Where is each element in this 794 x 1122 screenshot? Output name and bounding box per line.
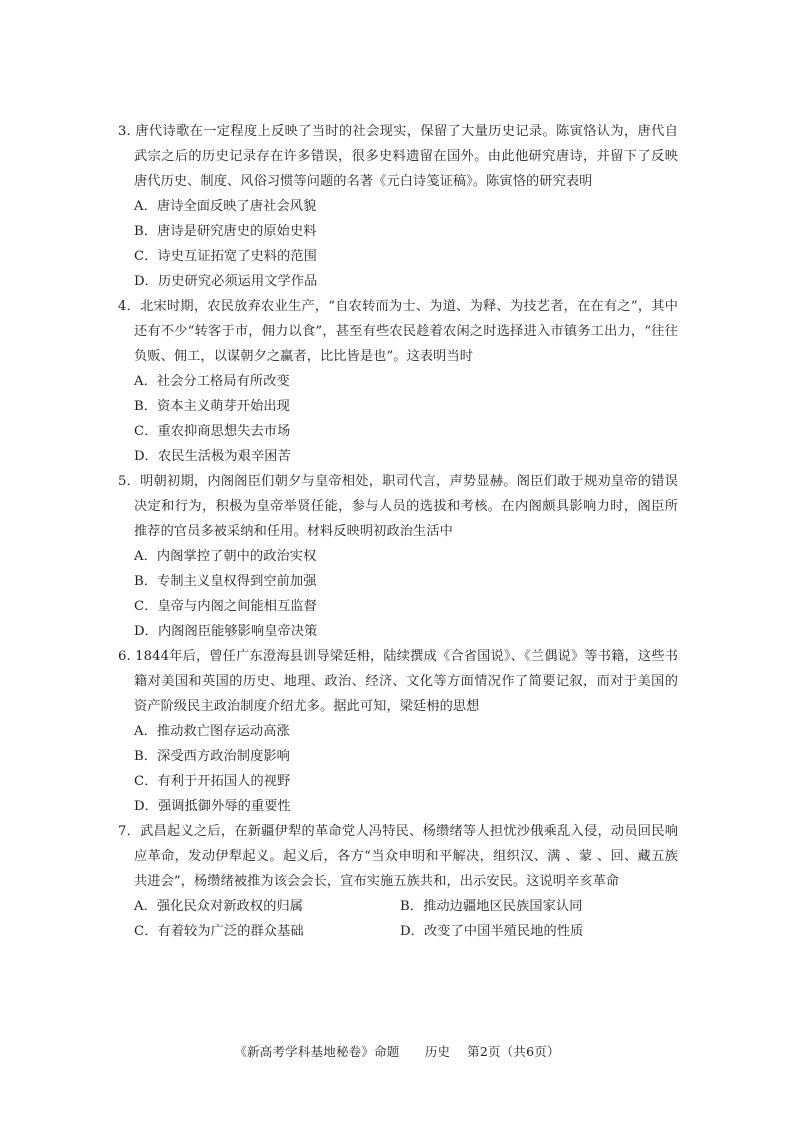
page-footer: 《新高考学科基地秘卷》命题 历史 第2页（共6页） (234, 1044, 560, 1059)
question-stem: 4．北宋时期，农民放弃农业生产，“自农转而为士、为道、为释、为技艺者，在在有之”，其中还有不少“转客于市，佣力以食”，甚至有些农民趁着农闲之时选择进入市镇务工出力，“往往负贩、佣工，以谋朝夕之赢者，比比皆是也”。这表明当时 (118, 299, 678, 364)
option-c: C．皇帝与内阁之间能相互监督 (134, 599, 317, 614)
option-list (118, 544, 678, 644)
question-stem: 3. 唐代诗歌在一定程度上反映了当时的社会现实，保留了大量历史记录。陈寅恪认为，唐代自武宗之后的历史记录存在许多错误，很多史料遗留在国外。由此他研究唐诗，并留下了反映唐代历史、制度、风俗习惯等问题的名著《元白诗笺证稿》。陈寅恪的研究表明 (118, 124, 678, 189)
option-d: D．内阁阁臣能够影响皇帝决策 (134, 624, 318, 639)
question-stem: 6. 1844年后，曾任广东澄海县训导梁廷枏，陆续撰成《合省国说》、《兰偶说》等书籍，这些书籍对美国和英国的历史、地理、政治、经济、文化等方面情况作了简要记叙，而对于美国的资产阶级民主政治制度介绍尤多。据此可知，梁廷枏的思想 (118, 649, 678, 714)
option-c: C．诗史互证拓宽了史料的范围 (134, 249, 317, 264)
option-b: B．唐诗是研究唐史的原始史料 (134, 224, 317, 239)
question-6 (118, 644, 678, 819)
option-c: C．重农抑商思想失去市场 (134, 424, 291, 439)
option-c: C．有着较为广泛的群众基础 (134, 924, 304, 939)
option-b: B．资本主义萌芽开始出现 (134, 399, 290, 414)
question-5 (118, 469, 678, 644)
option-b: B．推动边疆地区民族国家认同 (400, 899, 583, 914)
option-list (118, 369, 678, 469)
option-b: B．专制主义皇权得到空前加强 (134, 574, 317, 589)
option-d: D．改变了中国半殖民地的性质 (400, 924, 584, 939)
question-3 (118, 119, 678, 294)
question-list (118, 119, 678, 944)
question-4 (118, 294, 678, 469)
option-a: A．唐诗全面反映了唐社会风貌 (134, 199, 317, 214)
option-b: B．深受西方政治制度影响 (134, 749, 290, 764)
question-stem: 5．明朝初期，内阁阁臣们朝夕与皇帝相处，职司代言，声势显赫。阁臣们敢于规劝皇帝的错误决定和行为，积极为皇帝举贤任能，参与人员的选拔和考核。在内阁颇具影响力时，阁臣所推荐的官员多被采纳和任用。材料反映明初政治生活中 (118, 474, 678, 539)
question-stem: 7．武昌起义之后，在新疆伊犁的革命党人冯特民、杨缵绪等人担忧沙俄乘乱入侵，动员回民响应革命，发动伊犁起义。起义后，各方“当众申明和平解决，组织汉、满 、蒙 、回、藏五族共进会”，杨缵绪被推为该会会长，宣布实施五族共和，出示安民。这说明辛亥革命 (118, 824, 678, 889)
option-c: C．有利于开拓国人的视野 (134, 774, 291, 789)
option-a: A．推动救亡图存运动高涨 (134, 724, 290, 739)
option-list (118, 194, 678, 294)
option-d: D．历史研究必须运用文学作品 (134, 274, 318, 289)
option-a: A．强化民众对新政权的归属 (134, 899, 304, 914)
option-a: A．社会分工格局有所改变 (134, 374, 290, 389)
option-d: D．强调抵御外辱的重要性 (134, 799, 291, 814)
option-list (118, 719, 678, 819)
option-a: A．内阁掌控了朝中的政治实权 (134, 549, 317, 564)
option-d: D．农民生活极为艰辛困苦 (134, 449, 291, 464)
question-7 (118, 819, 678, 944)
option-list (118, 894, 678, 944)
